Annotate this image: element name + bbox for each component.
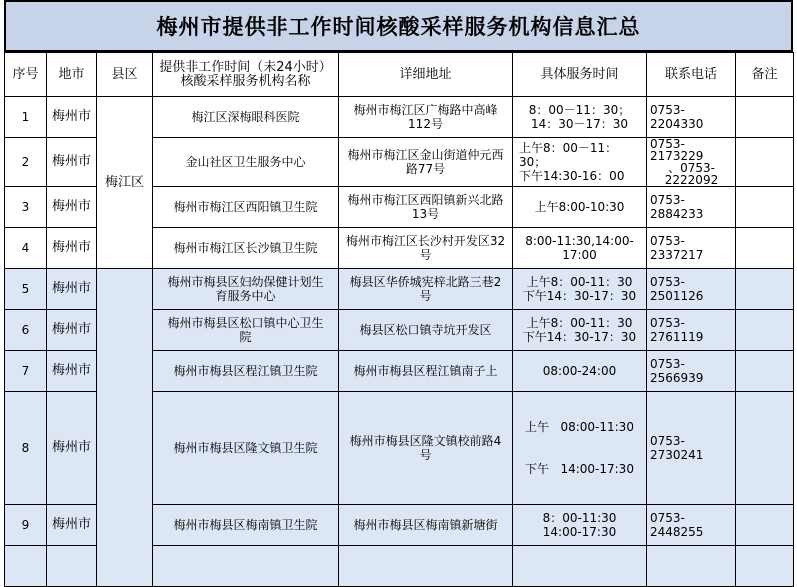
cell-address[interactable] [339, 97, 513, 138]
org-line: 院 [239, 330, 252, 344]
cell-notes[interactable] [736, 546, 794, 587]
cell-phone[interactable] [647, 228, 736, 269]
header-notes[interactable]: 备注 [736, 53, 794, 97]
cell-phone[interactable] [647, 187, 736, 228]
cell-hours[interactable] [513, 310, 647, 351]
cell-address[interactable] [339, 310, 513, 351]
phone-line: 2222092 [664, 173, 719, 187]
cell-phone[interactable] [647, 351, 736, 392]
cell-address[interactable] [339, 505, 513, 546]
cell-phone[interactable] [647, 505, 736, 546]
cell-phone[interactable] [647, 310, 736, 351]
cell-org[interactable]: 梅江区深梅眼科医院 [153, 97, 339, 138]
cell-hours[interactable] [513, 351, 647, 392]
cell-org[interactable]: 梅州市梅江区长沙镇卫生院 [153, 228, 339, 269]
cell-seq[interactable]: 2 [5, 138, 47, 187]
address-line: 梅州市梅江区金山街道仲元西 [347, 148, 504, 162]
table-row [5, 269, 794, 310]
cell-address[interactable] [339, 351, 513, 392]
hours-line: 8：00－11：30； [528, 103, 631, 117]
cell-notes[interactable] [736, 392, 794, 505]
cell-phone[interactable] [647, 269, 736, 310]
cell-hours[interactable] [513, 392, 647, 505]
cell-org[interactable] [153, 310, 339, 351]
address-line: 112号 [408, 117, 443, 131]
org-line: 梅州市梅县区隆文镇卫生院 [173, 441, 318, 455]
cell-notes[interactable] [736, 351, 794, 392]
address-line: 13号 [411, 207, 440, 221]
cell-city[interactable]: 梅州市 [47, 187, 97, 228]
hours-line: 上午 08:00-11:30 [525, 420, 634, 434]
cell-seq[interactable]: 9 [5, 505, 47, 546]
cell-seq[interactable]: 8 [5, 392, 47, 505]
hours-line: 14：30－17：30 [530, 117, 629, 131]
phone-line: 0753-2501126 [650, 275, 704, 303]
cell-hours[interactable] [513, 97, 647, 138]
data-table [4, 52, 794, 587]
address-line: 路77号 [405, 162, 446, 176]
cell-seq[interactable]: 4 [5, 228, 47, 269]
hours-line: 8:00-11:30,14:00- [525, 234, 634, 248]
hours-line: 下午14：30-17：30 [522, 330, 637, 344]
phone-line: 0753-2337217 [650, 234, 704, 262]
cell-notes[interactable] [736, 97, 794, 138]
hours-line: 上午8：00-11：30 [526, 316, 633, 330]
cell-org[interactable]: 金山社区卫生服务中心 [153, 138, 339, 187]
cell-phone[interactable] [647, 392, 736, 505]
cell-city[interactable]: 梅州市 [47, 228, 97, 269]
cell-hours[interactable] [513, 228, 647, 269]
table-row [5, 97, 794, 138]
cell-notes[interactable] [736, 228, 794, 269]
header-seq[interactable]: 序号 [5, 53, 47, 97]
phone-line: 、0753- [668, 161, 715, 175]
phone-line: 0753-2730241 [650, 434, 704, 462]
header-org-name[interactable]: 提供非工作时间（未24小时）核酸采样服务机构名称 [153, 53, 339, 97]
cell-address[interactable] [339, 269, 513, 310]
header-address[interactable]: 详细地址 [339, 53, 513, 97]
cell-city[interactable]: 梅州市 [47, 269, 97, 310]
cell-notes[interactable] [736, 138, 794, 187]
cell-hours[interactable] [513, 138, 647, 187]
header-district[interactable]: 县区 [97, 53, 153, 97]
header-city[interactable]: 地市 [47, 53, 97, 97]
hours-line: 下午14：30-17：30 [522, 289, 637, 303]
hours-line: 08:00-24:00 [542, 364, 617, 378]
phone-line: 0753-2566939 [650, 357, 704, 385]
phone-line: 0753-2204330 [650, 103, 704, 131]
address-line: 号 [419, 248, 432, 262]
org-line: 梅州市梅县区梅南镇卫生院 [173, 518, 318, 532]
cell-city[interactable]: 梅州市 [47, 138, 97, 187]
address-line: 梅州市梅江区长沙村开发区32 [345, 234, 506, 248]
cell-notes[interactable] [736, 269, 794, 310]
org-line: 育服务中心 [215, 289, 276, 303]
cell-org[interactable]: 梅州市梅江区西阳镇卫生院 [153, 187, 339, 228]
sheet-title[interactable]: 梅州市提供非工作时间核酸采样服务机构信息汇总 [4, 0, 793, 52]
address-line: 梅州市梅县区程江镇南子上 [353, 364, 498, 378]
cell-notes[interactable] [736, 505, 794, 546]
cell-org[interactable] [153, 546, 339, 587]
org-line: 梅州市梅县区妇幼保健计划生 [167, 275, 324, 289]
cell-seq[interactable]: 6 [5, 310, 47, 351]
header-phone[interactable]: 联系电话 [647, 53, 736, 97]
hours-line: 14:00-17:30 [542, 525, 617, 539]
cell-address[interactable] [339, 546, 513, 587]
cell-address[interactable] [339, 187, 513, 228]
hours-line: 上午8:00-10:30 [534, 200, 625, 214]
cell-city[interactable]: 梅州市 [47, 392, 97, 505]
cell-phone[interactable] [647, 97, 736, 138]
phone-line: 0753-2448255 [650, 511, 704, 539]
cell-org[interactable] [153, 351, 339, 392]
cell-org[interactable] [153, 505, 339, 546]
cell-city[interactable]: 梅州市 [47, 310, 97, 351]
address-line: 梅州市梅江区广梅路中高峰 [353, 103, 498, 117]
cell-org[interactable] [153, 269, 339, 310]
cell-address[interactable] [339, 228, 513, 269]
cell-district-meixian[interactable] [97, 269, 153, 587]
hours-line: 下午 14:00-17:30 [525, 462, 634, 476]
phone-line: 0753-2884233 [650, 193, 704, 221]
cell-phone[interactable] [647, 138, 736, 187]
cell-phone[interactable] [647, 546, 736, 587]
header-hours[interactable]: 具体服务时间 [513, 53, 647, 97]
cell-city[interactable] [47, 546, 97, 587]
phone-line: 0753-2173229 [650, 137, 704, 163]
cell-seq[interactable] [5, 546, 47, 587]
cell-notes[interactable] [736, 310, 794, 351]
phone-line: 0753-2761119 [650, 316, 704, 344]
header-row [5, 53, 794, 97]
cell-address[interactable] [339, 138, 513, 187]
hours-line: 8：00-11:30 [542, 511, 617, 525]
address-line: 梅县区华侨城宪梓北路三巷2 [349, 275, 502, 289]
address-line: 号 [419, 289, 432, 303]
cell-district-meijiang[interactable]: 梅江区 [97, 97, 153, 269]
cell-hours[interactable] [513, 546, 647, 587]
cell-notes[interactable] [736, 187, 794, 228]
address-line: 梅州市梅县区隆文镇校前路4 [349, 434, 502, 448]
hours-line: 下午14:30-16：00 [519, 169, 625, 183]
address-line: 梅州市梅江区西阳镇新兴北路 [347, 193, 504, 207]
cell-city[interactable]: 梅州市 [47, 97, 97, 138]
cell-hours[interactable] [513, 187, 647, 228]
hours-line: 上午8：00-11：30 [526, 275, 633, 289]
cell-address[interactable] [339, 392, 513, 505]
address-line: 梅州市梅县区梅南镇新塘街 [353, 518, 498, 532]
address-line: 号 [419, 448, 432, 462]
address-line: 梅县区松口镇寺坑开发区 [359, 323, 492, 337]
cell-city[interactable]: 梅州市 [47, 505, 97, 546]
cell-seq[interactable]: 1 [5, 97, 47, 138]
hours-line: 上午8：00－11：30； [519, 141, 618, 169]
cell-hours[interactable] [513, 269, 647, 310]
org-line: 梅州市梅县区程江镇卫生院 [173, 364, 318, 378]
cell-seq[interactable]: 7 [5, 351, 47, 392]
hours-line: 17:00 [562, 248, 597, 262]
cell-org[interactable] [153, 392, 339, 505]
cell-seq[interactable]: 5 [5, 269, 47, 310]
cell-hours[interactable] [513, 505, 647, 546]
cell-seq[interactable]: 3 [5, 187, 47, 228]
org-line: 梅州市梅县区松口镇中心卫生 [167, 316, 324, 330]
cell-city[interactable]: 梅州市 [47, 351, 97, 392]
